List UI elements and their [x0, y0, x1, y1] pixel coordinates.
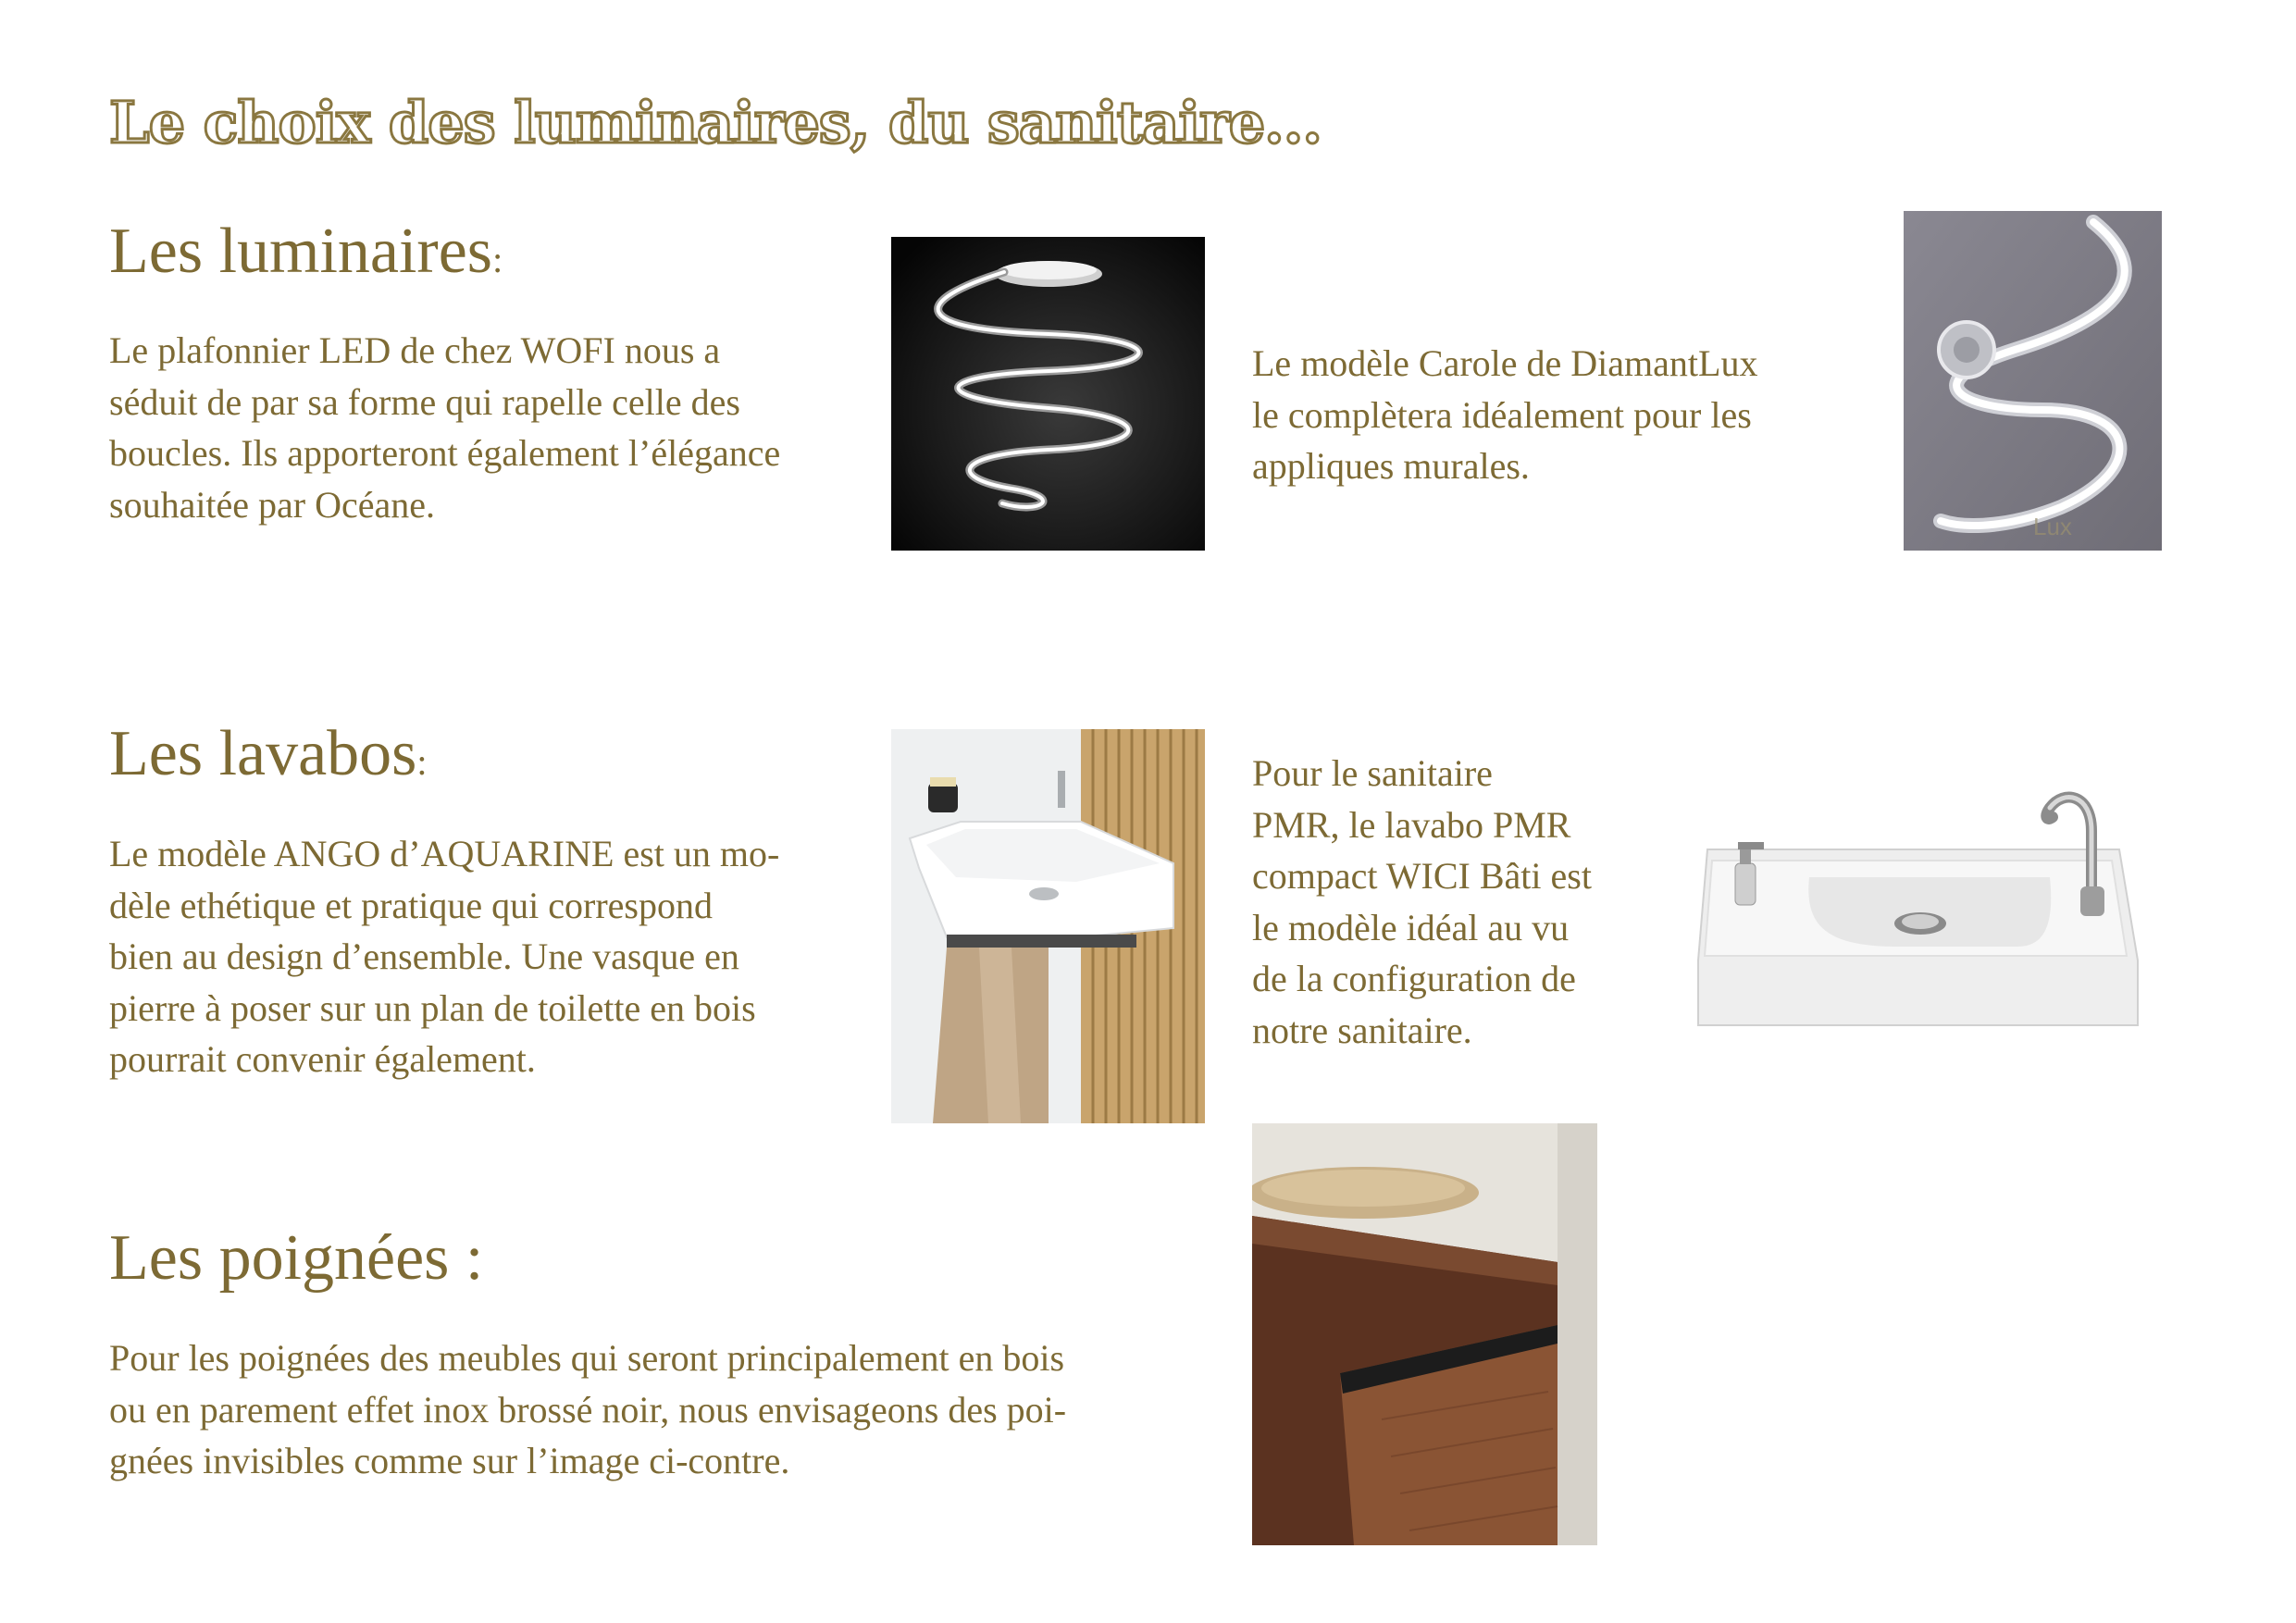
text-line: Le modèle ANGO d’AQUARINE est un mo- — [109, 833, 780, 874]
text-line: bien au design d’ensemble. Une vasque en — [109, 935, 739, 977]
text-line: gnées invisibles comme sur l’image ci-contre. — [109, 1440, 790, 1481]
text-line: Le plafonnier LED de chez WOFI nous a — [109, 329, 721, 371]
wall-light-description — [1252, 338, 1826, 492]
text-line: le modèle idéal au vu — [1252, 906, 1570, 948]
heading-luminaires-text: Les luminaires — [109, 216, 493, 287]
text-line: de la configuration de — [1252, 958, 1576, 999]
text-line: ou en parement effet inox brossé noir, nous envisageons des poi- — [109, 1388, 1067, 1431]
text-line: compact WICI Bâti est — [1252, 855, 1592, 897]
text-line: le complètera idéalement pour les — [1252, 393, 1752, 436]
text-line: souhaitée par Océane. — [109, 483, 436, 526]
cabinet-handle-image — [1252, 1123, 1597, 1545]
pmr-sink-description — [1252, 748, 1687, 1056]
corner-sink-image — [891, 729, 1205, 1123]
heading-lavabos — [109, 717, 428, 791]
pmr-sink-image — [1684, 775, 2147, 1035]
wall-light-image — [1904, 211, 2162, 551]
wall-light-watermark: Lux — [2033, 513, 2072, 540]
text-line: pierre à poser sur un plan de toilette en bois — [109, 986, 756, 1029]
heading-lavabos-colon: : — [416, 741, 428, 783]
lavabos-description — [109, 828, 877, 1085]
heading-luminaires — [109, 215, 503, 289]
ceiling-light-image — [891, 237, 1205, 551]
text-line: Le modèle Carole de DiamantLux — [1252, 342, 1758, 384]
text-line: pourrait convenir également. — [109, 1038, 536, 1080]
text-line: Pour le sanitaire — [1252, 752, 1493, 794]
text-line: notre sanitaire. — [1252, 1009, 1472, 1051]
text-line: boucles. Ils apporteront également l’élégance — [109, 432, 781, 474]
heading-luminaires-colon: : — [492, 239, 503, 280]
luminaires-description — [109, 325, 877, 530]
heading-poignees — [109, 1221, 483, 1295]
poignees-description — [109, 1332, 1247, 1487]
text-line: PMR, le lavabo PMR — [1252, 803, 1571, 846]
text-line: appliques murales. — [1252, 445, 1530, 487]
text-line: dèle ethétique et pratique qui correspond — [109, 884, 713, 926]
heading-lavabos-text: Les lavabos — [109, 718, 417, 789]
page-title: Le choix des luminaires, du sanitaire... — [109, 89, 1322, 156]
heading-poignees-colon: : — [465, 1222, 484, 1294]
text-line: séduit de par sa forme qui rapelle celle des — [109, 380, 740, 423]
text-line: Pour les poignées des meubles qui seront principalement en bois — [109, 1337, 1065, 1379]
heading-poignees-text: Les poignées — [109, 1222, 450, 1294]
